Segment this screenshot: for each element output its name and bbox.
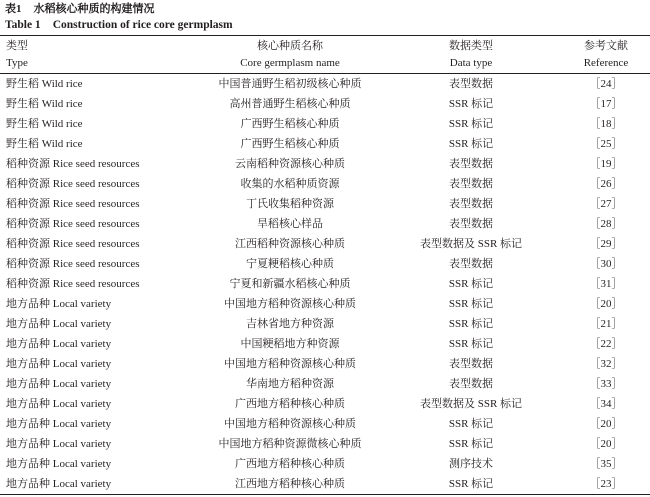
germplasm-name-cell: 广西地方稻种核心种质 <box>235 398 345 410</box>
column-header-zh: 类型 <box>6 39 28 52</box>
type-cell: 地方品种 Local variety <box>6 338 112 350</box>
table-row <box>0 74 650 95</box>
germplasm-name-cell: 中国地方稻种资源微核心种质 <box>218 438 362 450</box>
caption-title-en: Construction of rice core germplasm <box>52 19 233 31</box>
caption-english <box>5 17 645 33</box>
column-header-reference <box>562 36 650 74</box>
reference-cell: ［20］ <box>589 298 623 310</box>
data-type-cell: SSR 标记 <box>448 438 494 450</box>
type-cell: 稻种资源 Rice seed resources <box>6 218 140 230</box>
data-type-cell: 表型数据 <box>449 178 493 190</box>
reference-cell: ［18］ <box>589 118 623 130</box>
germplasm-name-cell: 中国地方稻种资源核心种质 <box>224 358 356 370</box>
data-type-cell: 表型数据 <box>449 158 493 170</box>
data-type-cell: SSR 标记 <box>448 138 494 150</box>
reference-cell: ［21］ <box>589 318 623 330</box>
column-header-type <box>0 36 200 74</box>
table-row <box>0 294 650 314</box>
type-cell: 地方品种 Local variety <box>6 438 112 450</box>
germplasm-name-cell: 广西野生稻核心种质 <box>240 118 340 130</box>
column-header-zh: 数据类型 <box>449 39 493 52</box>
column-header-en: Type <box>6 56 28 69</box>
data-type-cell: 表型数据及 SSR 标记 <box>419 398 523 410</box>
type-cell: 稻种资源 Rice seed resources <box>6 198 140 210</box>
table-row <box>0 274 650 294</box>
data-type-cell: SSR 标记 <box>448 118 494 130</box>
reference-cell: ［35］ <box>589 458 623 470</box>
germplasm-name-cell: 宁夏粳稻核心种质 <box>246 258 334 270</box>
data-type-cell: 测序技术 <box>449 458 493 470</box>
type-cell: 稻种资源 Rice seed resources <box>6 258 140 270</box>
type-cell: 稻种资源 Rice seed resources <box>6 238 140 250</box>
table-caption <box>5 2 645 33</box>
reference-cell: ［20］ <box>589 418 623 430</box>
type-cell: 稻种资源 Rice seed resources <box>6 278 140 290</box>
data-type-cell: 表型数据 <box>449 218 493 230</box>
column-header-data-type <box>380 36 562 74</box>
germplasm-name-cell: 中国地方稻种资源核心种质 <box>224 298 356 310</box>
table-row <box>0 234 650 254</box>
reference-cell: ［19］ <box>589 158 623 170</box>
germplasm-name-cell: 中国普通野生稻初级核心种质 <box>218 78 362 90</box>
data-type-cell: 表型数据 <box>449 258 493 270</box>
table-row <box>0 354 650 374</box>
germplasm-name-cell: 高州普通野生稻核心种质 <box>229 98 351 110</box>
data-type-cell: 表型数据 <box>449 378 493 390</box>
table-row <box>0 414 650 434</box>
reference-cell: ［27］ <box>589 198 623 210</box>
column-header-en: Core germplasm name <box>240 56 340 69</box>
data-type-cell: SSR 标记 <box>380 474 562 495</box>
germplasm-name-cell: 云南稻种资源核心种质 <box>235 158 345 170</box>
table-row <box>0 254 650 274</box>
column-header-zh: 核心种质名称 <box>257 39 323 52</box>
germplasm-name-cell: 江西地方稻种核心种质 <box>200 474 380 495</box>
germplasm-name-cell: 江西稻种资源核心种质 <box>235 238 345 250</box>
reference-cell: ［24］ <box>589 78 623 90</box>
table-row <box>0 114 650 134</box>
table-row <box>0 474 650 495</box>
germplasm-name-cell: 收集的水稻种质资源 <box>240 178 340 190</box>
reference-cell: ［22］ <box>589 338 623 350</box>
table-row <box>0 454 650 474</box>
germplasm-name-cell: 广西野生稻核心种质 <box>240 138 340 150</box>
core-germplasm-table <box>0 35 650 495</box>
data-type-cell: 表型数据及 SSR 标记 <box>419 238 523 250</box>
reference-cell: ［34］ <box>589 398 623 410</box>
type-cell: 地方品种 Local variety <box>0 474 200 495</box>
data-type-cell: SSR 标记 <box>448 318 494 330</box>
type-cell: 地方品种 Local variety <box>6 378 112 390</box>
type-cell: 野生稻 Wild rice <box>6 118 83 130</box>
type-cell: 野生稻 Wild rice <box>6 138 83 150</box>
reference-cell: ［26］ <box>589 178 623 190</box>
column-header-zh: 参考文献 <box>584 39 628 52</box>
germplasm-name-cell: 华南地方稻种资源 <box>246 378 334 390</box>
table-row <box>0 394 650 414</box>
type-cell: 野生稻 Wild rice <box>6 78 83 90</box>
table-row <box>0 134 650 154</box>
table-row <box>0 334 650 354</box>
reference-cell: ［29］ <box>589 238 623 250</box>
data-type-cell: SSR 标记 <box>448 338 494 350</box>
data-type-cell: 表型数据 <box>449 358 493 370</box>
caption-chinese <box>5 2 645 17</box>
germplasm-name-cell: 宁夏和新疆水稻核心种质 <box>229 278 351 290</box>
data-type-cell: SSR 标记 <box>448 278 494 290</box>
reference-cell: ［17］ <box>589 98 623 110</box>
table-row <box>0 94 650 114</box>
table-row <box>0 314 650 334</box>
reference-cell: ［23］ <box>562 474 650 495</box>
type-cell: 地方品种 Local variety <box>6 298 112 310</box>
table-row <box>0 194 650 214</box>
type-cell: 稻种资源 Rice seed resources <box>6 158 140 170</box>
caption-label-en: Table 1 <box>5 19 41 31</box>
reference-cell: ［28］ <box>589 218 623 230</box>
type-cell: 野生稻 Wild rice <box>6 98 83 110</box>
germplasm-name-cell: 中国地方稻种资源核心种质 <box>224 418 356 430</box>
germplasm-name-cell: 广西地方稻种核心种质 <box>235 458 345 470</box>
germplasm-name-cell: 吉林省地方种资源 <box>246 318 334 330</box>
data-type-cell: SSR 标记 <box>448 298 494 310</box>
reference-cell: ［25］ <box>589 138 623 150</box>
table-row <box>0 174 650 194</box>
germplasm-name-cell: 丁氏收集稻种资源 <box>246 198 334 210</box>
reference-cell: ［30］ <box>589 258 623 270</box>
data-type-cell: SSR 标记 <box>448 98 494 110</box>
caption-label-zh: 表1 <box>5 3 22 15</box>
reference-cell: ［20］ <box>589 438 623 450</box>
column-header-en: Data type <box>449 56 493 69</box>
type-cell: 地方品种 Local variety <box>6 458 112 470</box>
germplasm-name-cell: 旱稻核心样品 <box>257 218 323 230</box>
type-cell: 稻种资源 Rice seed resources <box>6 178 140 190</box>
reference-cell: ［33］ <box>589 378 623 390</box>
table-row <box>0 434 650 454</box>
table-row <box>0 214 650 234</box>
data-type-cell: 表型数据 <box>449 78 493 90</box>
type-cell: 地方品种 Local variety <box>6 398 112 410</box>
column-header-germplasm-name <box>200 36 380 74</box>
header-row <box>0 36 650 74</box>
column-header-en: Reference <box>583 56 629 69</box>
reference-cell: ［31］ <box>589 278 623 290</box>
table-row <box>0 374 650 394</box>
data-type-cell: 表型数据 <box>449 198 493 210</box>
data-type-cell: SSR 标记 <box>448 418 494 430</box>
type-cell: 地方品种 Local variety <box>6 418 112 430</box>
caption-title-zh: 水稻核心种质的构建情况 <box>33 3 155 15</box>
type-cell: 地方品种 Local variety <box>6 318 112 330</box>
table-row <box>0 154 650 174</box>
germplasm-name-cell: 中国粳稻地方种资源 <box>240 338 340 350</box>
type-cell: 地方品种 Local variety <box>6 358 112 370</box>
reference-cell: ［32］ <box>589 358 623 370</box>
